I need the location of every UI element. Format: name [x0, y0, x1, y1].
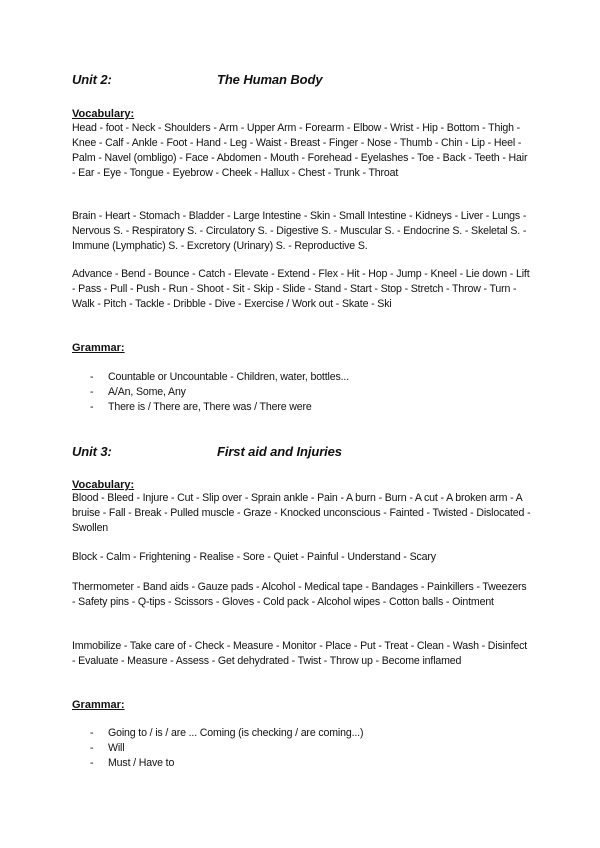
list-item: - Countable or Uncountable - Children, water, bottles... [90, 371, 349, 383]
unit3-vocab-injuries: Blood - Bleed - Injure - Cut - Slip over - Sprain ankle - Pain - A burn - Burn - A cut - A broken arm - A bruise - Fall - Break - Pulled muscle - Graze - Knocked unconscious - Fainted - Twisted - Dislocated - Swollen [72, 492, 531, 534]
unit2-grammar-heading: Grammar: [72, 342, 125, 354]
list-item: - There is / There are, There was / There were [90, 401, 312, 413]
list-item: - Must / Have to [90, 757, 175, 769]
unit3-number: Unit 3: [72, 444, 112, 459]
unit2-vocab-organs-systems: Brain - Heart - Stomach - Bladder - Large Intestine - Skin - Small Intestine - Kidneys - Liver - Lungs - Nervous S. - Respiratory S. - Circulatory S. - Digestive S. - Muscular S. - Endocrine S. - Skeletal S. - Immune (Lymphatic) S. - Excretory (Urinary) S. - Reproductive S. [72, 210, 527, 252]
unit2-vocab-actions: Advance - Bend - Bounce - Catch - Elevate - Extend - Flex - Hit - Hop - Jump - Kneel - Lie down - Lift - Pass - Pull - Push - Run - Shoot - Sit - Skip - Slide - Stand - Start - Stop - Stretch - Throw - Turn - Walk - Pitch - Tackle - Dribble - Dive - Exercise / Work out - Skate - Ski [72, 268, 530, 310]
list-item: - A/An, Some, Any [90, 386, 186, 398]
unit3-vocab-feelings: Block - Calm - Frightening - Realise - Sore - Quiet - Painful - Understand - Scary [72, 551, 436, 563]
unit3-vocab-supplies: Thermometer - Band aids - Gauze pads - Alcohol - Medical tape - Bandages - Painkillers - Tweezers - Safety pins - Q-tips - Scissors - Gloves - Cold pack - Alcohol wipes - Cotton balls - Ointment [72, 581, 527, 608]
list-item: - Going to / is / are ... Coming (is checking / are coming...) [90, 727, 364, 739]
unit2-vocab-body-parts: Head - foot - Neck - Shoulders - Arm - Upper Arm - Forearm - Elbow - Wrist - Hip - Bottom - Thigh - Knee - Calf - Ankle - Foot - Hand - Leg - Waist - Breast - Finger - Nose - Thumb - Chin - Lip - Heel - Palm - Navel (ombligo) - Face - Abdomen - Mouth - Forehead - Eyelashes - Toe - Back - Teeth - Hair - Ear - Eye - Tongue - Eyebrow - Cheek - Hallux - Chest - Trunk - Throat [72, 122, 528, 179]
unit2-grammar-list [90, 370, 349, 415]
list-item: - Will [90, 742, 125, 754]
unit2-number: Unit 2: [72, 72, 112, 87]
unit3-grammar-list [90, 726, 363, 771]
unit2-vocabulary-heading: Vocabulary: [72, 108, 135, 120]
unit3-grammar-heading: Grammar: [72, 699, 125, 711]
unit3-vocab-verbs: Immobilize - Take care of - Check - Measure - Monitor - Place - Put - Treat - Clean - Wash - Disinfect - Evaluate - Measure - Assess - Get dehydrated - Twist - Throw up - Become inflamed [72, 640, 528, 667]
unit3-vocabulary-heading: Vocabulary: [72, 479, 135, 491]
unit2-title: The Human Body [217, 72, 323, 87]
unit3-title: First aid and Injuries [217, 444, 342, 459]
